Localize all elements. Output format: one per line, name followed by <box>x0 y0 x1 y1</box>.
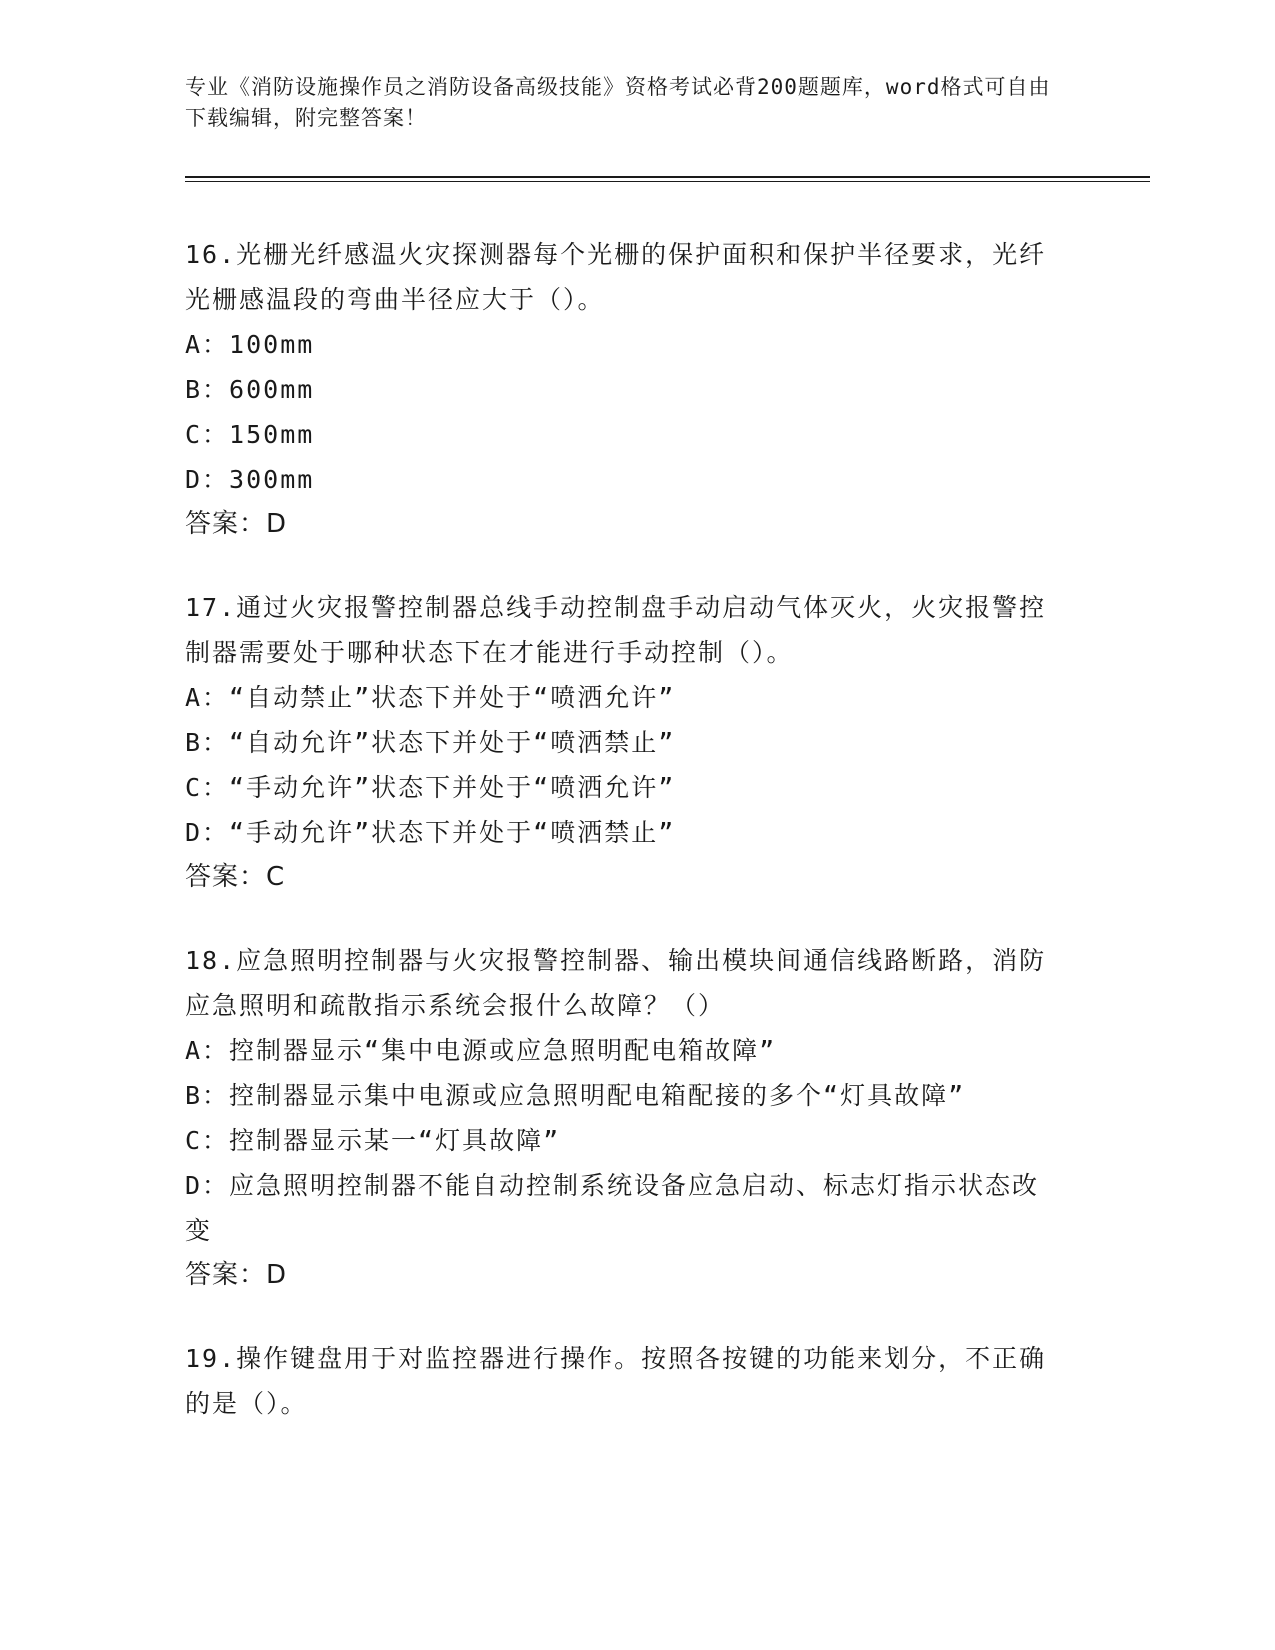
header-rule-thin <box>185 181 1150 182</box>
option-c: C：150mm <box>185 420 315 449</box>
header-rule-thick <box>185 176 1150 178</box>
question-text: 19.操作键盘用于对监控器进行操作。按照各按键的功能来划分，不正确的是（）。 <box>185 1344 1047 1418</box>
question-text: 16.光栅光纤感温火灾探测器每个光栅的保护面积和保护半径要求，光纤光栅感温段的弯曲半径应大于（）。 <box>185 240 1047 314</box>
question-19 <box>185 1336 1065 1426</box>
option-b: B：“自动允许”状态下并处于“喷洒禁止” <box>185 728 676 757</box>
question-list <box>185 232 1065 1464</box>
option-a: A：控制器显示“集中电源或应急照明配电箱故障” <box>185 1036 777 1065</box>
option-d: D：300mm <box>185 465 315 494</box>
option-b: B：600mm <box>185 375 315 404</box>
question-17 <box>185 585 1065 900</box>
question-text: 17.通过火灾报警控制器总线手动控制盘手动启动气体灭火，火灾报警控制器需要处于哪种状态下在才能进行手动控制（）。 <box>185 593 1047 667</box>
question-16 <box>185 232 1065 547</box>
option-a: A：100mm <box>185 330 315 359</box>
answer: 答案：D <box>185 509 288 539</box>
document-header: 专业《消防设施操作员之消防设备高级技能》资格考试必背200题题库，word格式可自由下载编辑，附完整答案！ <box>185 75 1051 130</box>
answer: 答案：C <box>185 862 286 892</box>
option-a: A：“自动禁止”状态下并处于“喷洒允许” <box>185 683 676 712</box>
option-c: C：“手动允许”状态下并处于“喷洒允许” <box>185 773 676 802</box>
question-text: 18.应急照明控制器与火灾报警控制器、输出模块间通信线路断路，消防应急照明和疏散指示系统会报什么故障？（） <box>185 946 1047 1020</box>
question-18 <box>185 938 1065 1298</box>
answer: 答案：D <box>185 1260 288 1290</box>
option-d: D：应急照明控制器不能自动控制系统设备应急启动、标志灯指示状态改变 <box>185 1171 1040 1245</box>
option-b: B：控制器显示集中电源或应急照明配电箱配接的多个“灯具故障” <box>185 1081 966 1110</box>
option-c: C：控制器显示某一“灯具故障” <box>185 1126 561 1155</box>
option-d: D：“手动允许”状态下并处于“喷洒禁止” <box>185 818 676 847</box>
